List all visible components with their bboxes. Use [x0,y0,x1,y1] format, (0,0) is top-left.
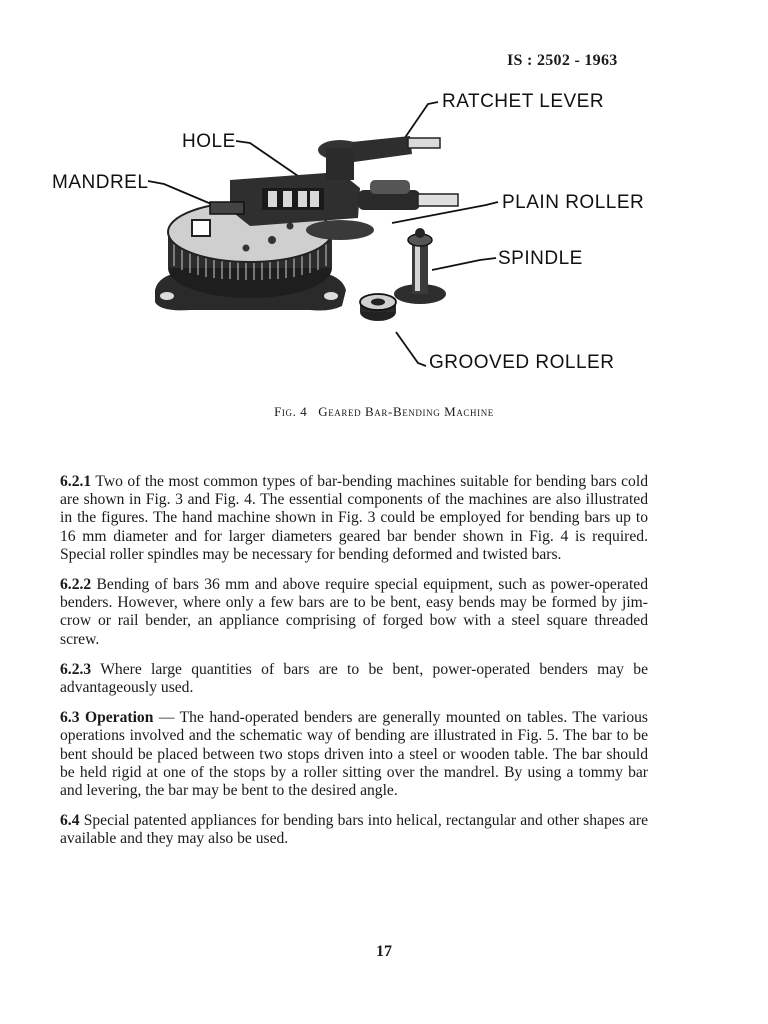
paragraph-6-3-operation [60,709,648,800]
label-spindle: SPINDLE [498,248,583,269]
paragraph-6-4 [60,812,648,848]
machine-illustration [40,80,670,390]
leader-grooved-roller [396,332,426,366]
paragraph-number: 6.3 Operation [60,709,154,727]
paragraph-number: 6.2.1 [60,473,92,490]
figure-caption [0,404,768,420]
paragraph-text: Two of the most common types of bar-bending machines suitable for bending bars cold are shown in Fig. 3 and Fig. 4. The essential components of the machines are also illustrated in the figures. The hand machine shown in Fig. 3 could be employed for bending bars up to 16 mm diameter and for larger diameters geared bar bender shown in Fig. 4 is required. Special roller spindles may be necessary for bending deformed and twisted bars. [60,473,648,563]
paragraph-text: Special patented appliances for bending bars into helical, rectangular and other shapes are available and they may also be used. [60,812,648,848]
paragraph-number: 6.2.3 [60,660,92,678]
caption-title: Geared Bar-Bending Machine [318,404,494,419]
leader-mandrel [148,181,216,206]
paragraph-text: Bending of bars 36 mm and above require special equipment, such as power-operated benders. However, where only a few bars are to be bent, easy bends may be formed by jim-crow or rail bender, an appliance comprising of forged bow with a steel square threaded screw. [60,576,648,648]
leader-hole [236,141,298,176]
label-grooved-roller: GROOVED ROLLER [429,352,615,373]
body-text [60,473,648,861]
page-number: 17 [376,943,392,960]
leader-ratchet-lever [402,102,438,142]
paragraph-number: 6.2.2 [60,576,92,594]
label-hole: HOLE [182,131,236,152]
paragraph-6-2-3 [60,661,648,697]
standard-code: IS : 2502 - 1963 [507,52,618,69]
paragraph-6-2-2 [60,576,648,649]
paragraph-number: 6.4 [60,812,80,830]
label-mandrel: MANDREL [52,172,149,193]
paragraph-text: — The hand-operated benders are generally mounted on tables. The various operations involved and the schematic way of bending are illustrated in Fig. 5. The bar to be bent should be placed between two stops driven into a steel or wooden table. The bar should be held rigid at one of the stops by a roller sitting over the mandrel. By using a tommy bar and levering, the bar may be bent to the desired angle. [60,709,649,800]
label-plain-roller: PLAIN ROLLER [502,192,645,213]
label-ratchet-lever: RATCHET LEVER [442,91,605,112]
figure-bar-bending-machine [40,80,670,390]
paragraph-text: Where large quantities of bars are to be bent, power-operated benders may be advantageously used. [60,660,648,697]
leader-spindle [432,258,496,270]
caption-number: Fig. 4 [274,404,308,419]
paragraph-6-2-1 [60,473,648,564]
